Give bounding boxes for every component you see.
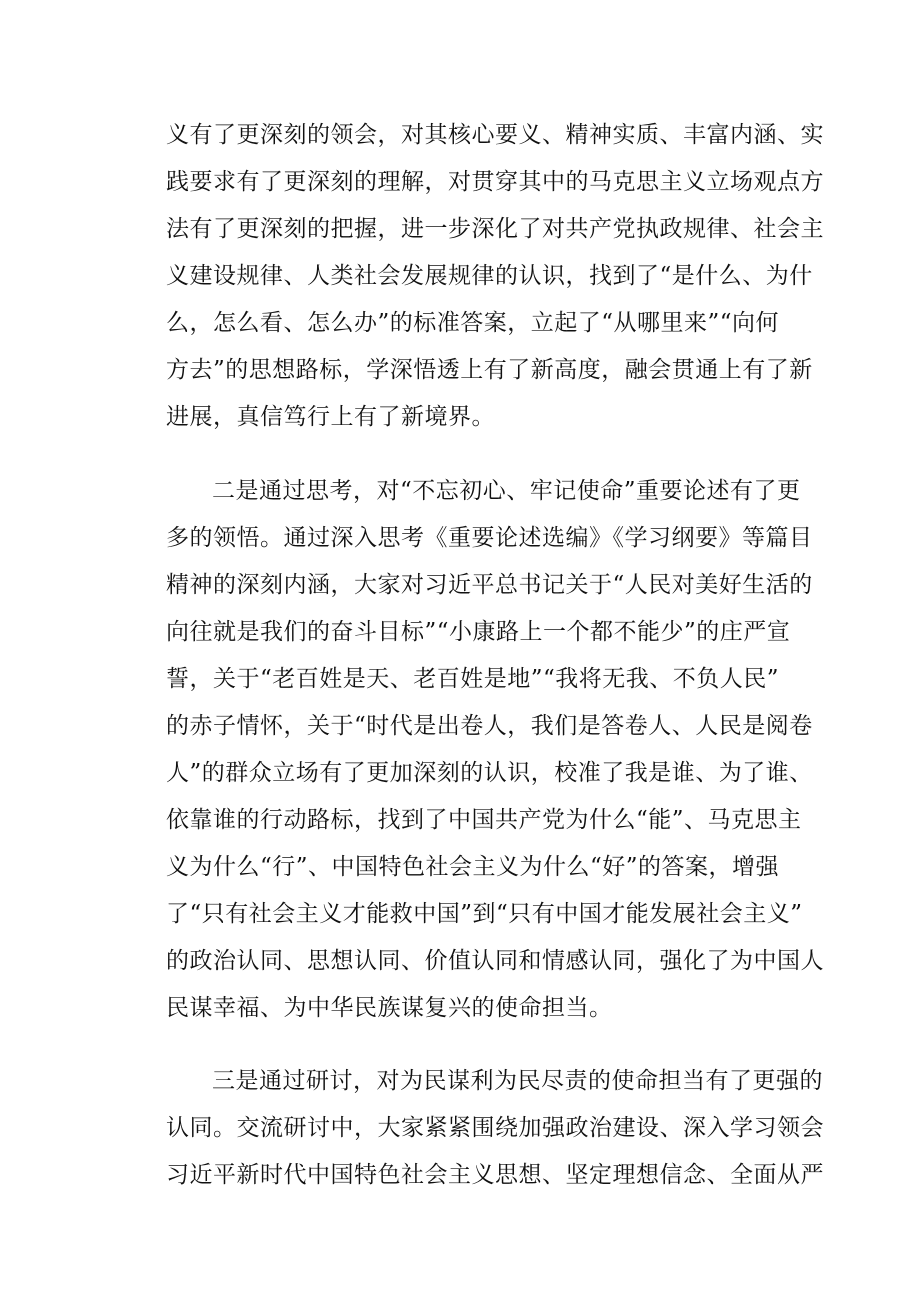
text-line: 习近平新时代中国特色社会主义思想、坚定理想信念、全面从严 <box>166 1162 824 1188</box>
text-line: 义为什么“行”、中国特色社会主义为什么“好”的答案，增强 <box>166 854 780 880</box>
text-line: 誓，关于“老百姓是天、老百姓是地”“我将无我、不负人民” <box>166 666 780 692</box>
text-line: 的政治认同、思想认同、价值认同和情感认同，强化了为中国人 <box>166 948 824 974</box>
text-line: 向往就是我们的奋斗目标”“小康路上一个都不能少”的庄严宣 <box>166 619 791 645</box>
text-line: 精神的深刻内涵，大家对习近平总书记关于“人民对美好生活的 <box>166 572 813 598</box>
text-line: 依靠谁的行动路标，找到了中国共产党为什么“能”、马克思主 <box>166 807 802 833</box>
text-line: 践要求有了更深刻的理解，对贯穿其中的马克思主义立场观点方 <box>166 169 824 195</box>
text-line: 民谋幸福、为中华民族谋复兴的使命担当。 <box>166 995 613 1021</box>
text-line: 方去”的思想路标，学深悟透上有了新高度，融会贯通上有了新 <box>166 357 813 383</box>
text-line: 么，怎么看、怎么办”的标准答案，立起了“从哪里来”“向何 <box>166 310 780 336</box>
text-line: 人”的群众立场有了更加深刻的认识，校准了我是谁、为了谁、 <box>166 760 813 786</box>
text-line: 义有了更深刻的领会，对其核心要义、精神实质、丰富内涵、实 <box>166 122 824 148</box>
paragraph-first-line: 三是通过研讨，对为民谋利为民尽责的使命担当有了更强的 <box>212 1068 823 1094</box>
text-line: 的赤子情怀，关于“时代是出卷人，我们是答卷人、人民是阅卷 <box>166 713 813 739</box>
text-line: 法有了更深刻的把握，进一步深化了对共产党执政规律、社会主 <box>166 216 824 242</box>
text-line: 认同。交流研讨中，大家紧紧围绕加强政治建设、深入学习领会 <box>166 1115 824 1141</box>
text-line: 了“只有社会主义才能救中国”到“只有中国才能发展社会主义” <box>166 901 803 927</box>
text-line: 进展，真信笃行上有了新境界。 <box>166 404 495 430</box>
text-line: 多的领悟。通过深入思考《重要论述选编》《学习纲要》等篇目 <box>166 525 813 551</box>
text-line: 义建设规律、人类社会发展规律的认识，找到了“是什么、为什 <box>166 263 813 289</box>
paragraph-first-line: 二是通过思考，对“不忘初心、牢记使命”重要论述有了更 <box>212 478 801 504</box>
